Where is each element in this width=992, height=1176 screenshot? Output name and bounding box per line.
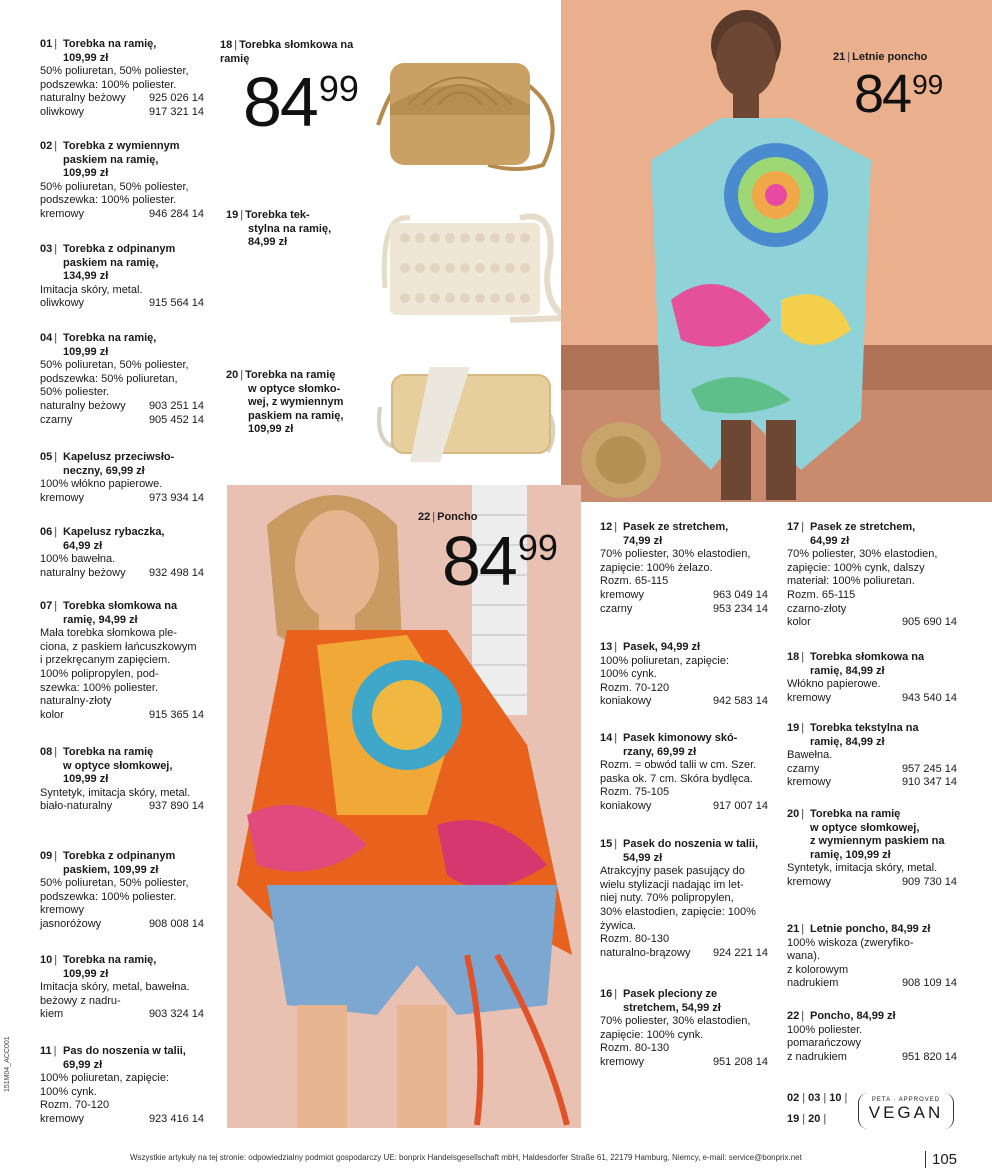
variant-article-number: 908 109 14 [901,977,957,990]
entry-description: Syntetyk, imitacja skóry, metal. [40,786,191,799]
entry-variant-row [787,876,957,890]
entry-number: 11 | [40,1045,60,1072]
entry-variant-row [40,492,204,506]
product-19-caption: 19 | Torebka tek- stylna na ramię, 84,99 zł [226,209,331,250]
straw-optic-bag-image [370,367,565,462]
entry-description: 100% wiskoza (zweryfiko- wana). [787,936,914,963]
variant-article-number: 951 820 14 [901,1050,957,1063]
entry-variant-row [787,776,957,790]
entry-number: 07 | [40,600,60,627]
product-entry-10 [40,954,204,1022]
variant-article-number: 943 540 14 [901,691,957,704]
entry-description: Atrakcyjny pasek pasujący do wielu stylizacji nadając im let- niej nuty. 70% polipropylen, 30% elastodien, zapięcie: 100% żywica. Rozm. 80-130 [600,865,756,946]
variant-article-number: 903 251 14 [148,399,204,412]
variant-article-number: 942 583 14 [712,695,768,708]
entry-title-line: 109,99 zł [63,51,109,64]
entry-variant-row [40,800,204,814]
entry-description: Imitacja skóry, metal, bawełna. [40,981,190,994]
entry-title-line: ramię, 109,99 zł [810,848,891,861]
product-entry-20 [787,808,957,890]
variant-color: naturalny beżowy [40,92,126,105]
product-entry-21 [787,923,957,991]
entry-variant-row [600,695,768,709]
entry-title-line: 69,99 zł [63,1058,103,1071]
entry-variant-row [787,763,957,777]
variant-color: oliwkowy [40,297,85,310]
variant-article-number: 953 234 14 [712,602,768,615]
entry-number: 17 | [787,521,807,548]
entry-title-line: 109,99 zł [63,167,109,180]
entry-title-line: Torebka z odpinanym [63,243,176,255]
entry-title-line: 109,99 zł [63,345,109,358]
variant-color: kremowy jasnoróżowy [40,904,102,930]
variant-color: czarny [600,602,633,615]
entry-title-line: Pasek ze stretchem, [810,521,916,533]
entry-title-line: Torebka na ramię, [63,332,157,344]
entry-title-line: Pasek do noszenia w talii, [623,838,759,850]
product-entry-14 [600,732,768,814]
variant-article-number: 924 221 14 [712,946,768,959]
entry-title-line: 54,99 zł [623,851,663,864]
product-entry-22 [787,1010,957,1064]
entry-title-line: paskiem na ramię, [63,153,159,166]
entry-variant-row [787,964,957,991]
variant-color: kremowy [600,588,645,601]
entry-title-line: Torebka słomkowa na [810,651,925,663]
variant-color: biało-naturalny [40,800,113,813]
entry-title-line: Torebka tekstylna na [810,722,919,734]
footer-legal-note: Wszystkie artykuły na tej stronie: odpowiedzialny podmiot gospodarczy UE: bonprix Handelsgesellschaft mbH, Haldesdorfer Straße 61, 22179 Hamburg, Niemcy, e-mail: service@bonprix.net [130,1153,802,1162]
entry-title-line: Kapelusz przeciwsło- [63,451,175,463]
entry-variant-row [40,106,204,120]
variant-article-number: 908 008 14 [148,917,204,930]
entry-description: 100% bawełna. [40,553,116,566]
product-entry-04 [40,332,204,427]
entry-number: 06 | [40,526,60,553]
entry-description: 100% włókno papierowe. [40,478,163,491]
entry-title-line: 109,99 zł [63,773,109,786]
product-entry-13 [600,641,768,709]
catalog-code: 151M04_ACC001 [4,1036,11,1092]
variant-article-number: 905 452 14 [148,413,204,426]
entry-description: 70% poliester, 30% elastodien, zapięcie: 100% cynk, dalszy materiał: 100% poliuretan. Rozm. 65-115 [787,548,938,601]
entry-variant-row [40,567,204,581]
entry-title-line: ramię, 84,99 zł [810,664,885,677]
product-entry-11 [40,1045,204,1127]
entry-description: 70% poliester, 30% elastodien, zapięcie: 100% żelazo. Rozm. 65-115 [600,548,751,588]
entry-title-line: 64,99 zł [810,534,850,547]
product-entry-06 [40,526,204,580]
entry-number: 01 | [40,38,60,65]
entry-title-line: neczny, 69,99 zł [63,464,145,477]
product-18-caption: 18 | Torebka słomkowa na ramię [220,39,353,66]
textile-bag-image [370,208,570,328]
entry-number: 04 | [40,332,60,359]
entry-title-line: Pasek, 94,99 zł [623,641,701,653]
entry-description: 50% poliuretan, 50% poliester, podszewka: 100% poliester. [40,65,189,91]
product-entry-03 [40,243,204,311]
variant-color: czarny [40,413,73,426]
variant-color: beżowy z nadru- kiem [40,994,121,1021]
entry-title-line: Letnie poncho, 84,99 zł [810,923,931,935]
variant-article-number: 909 730 14 [901,875,957,888]
product-21-price: 8499 [854,64,944,124]
variant-article-number: 923 416 14 [148,1112,204,1125]
product-20-caption: 20 | Torebka na ramię w optyce słomko- wej, z wymiennym paskiem na ramię, 109,99 zł [226,369,343,437]
variant-article-number: 946 284 14 [148,207,204,220]
variant-color: kremowy [40,207,85,220]
entry-title-line: Pasek pleciony ze [623,988,718,1000]
variant-color: naturalno-brązowy [600,946,691,959]
entry-title-line: rzany, 69,99 zł [623,745,697,758]
entry-variant-row [600,589,768,603]
entry-number: 16 | [600,988,620,1015]
variant-article-number: 957 245 14 [901,762,957,775]
entry-description: 50% poliuretan, 50% poliester, podszewka: 50% poliuretan, 50% poliester. [40,359,189,399]
entry-title-line: Torebka na ramię, [63,954,157,966]
variant-color: kremowy [600,1055,645,1068]
entry-variant-row [40,1113,204,1127]
entry-number: 05 | [40,451,60,478]
entry-title-line: z wymiennym paskiem na [810,835,945,848]
entry-description: 100% poliuretan, zapięcie: 100% cynk. Rozm. 70-120 [600,654,730,694]
entry-title-line: Torebka słomkowa na [63,600,178,612]
variant-article-number: 917 321 14 [148,105,204,118]
peta-approved-vegan-logo: PETA · APPROVED VEGAN [858,1093,954,1129]
entry-number: 13 | [600,641,620,655]
entry-title-line: 109,99 zł [63,967,109,980]
entry-variant-row [40,414,204,428]
entry-variant-row [40,995,204,1022]
product-22-caption: 22 | Poncho [418,511,477,525]
entry-variant-row [787,692,957,706]
variant-article-number: 932 498 14 [148,566,204,579]
entry-variant-row [600,603,768,617]
entry-number: 21 | [787,923,807,937]
entry-number: 20 | [787,808,807,862]
entry-number: 19 | [787,722,807,749]
entry-number: 03 | [40,243,60,284]
entry-description: Imitacja skóry, metal. [40,283,143,296]
entry-variant-row [600,947,768,961]
entry-number: 02 | [40,140,60,181]
variant-color: oliwkowy [40,105,85,118]
variant-color: kremowy [787,691,832,704]
variant-color: naturalny-złoty kolor [40,695,112,721]
variant-color: kremowy [40,1112,85,1125]
variant-color: czarny [787,762,820,775]
entry-number: 09 | [40,850,60,877]
variant-color: naturalny beżowy [40,399,126,412]
variant-article-number: 903 324 14 [148,1008,204,1021]
entry-title-line: paskiem, 109,99 zł [63,863,159,876]
entry-title-line: Torebka na ramię [63,746,154,758]
entry-number: 22 | [787,1010,807,1024]
straw-bag-image [368,55,568,175]
variant-article-number: 951 208 14 [712,1055,768,1068]
entry-title-line: Torebka na ramię [810,808,901,820]
product-entry-07 [40,600,204,722]
entry-title-line: 134,99 zł [63,270,109,283]
entry-description: 100% poliuretan, zapięcie: 100% cynk. Rozm. 70-120 [40,1072,170,1112]
entry-description: Mała torebka słomkowa ple- ciona, z paskiem łańcuszkowym i przekręcanym zapięciem. 100% polipropylen, pod- szewka: 100% poliester. [40,627,197,694]
entry-description: 70% poliester, 30% elastodien, zapięcie: 100% cynk. Rozm. 80-130 [600,1015,751,1055]
variant-color: koniakowy [600,799,652,812]
variant-color: pomarańczowy z nadrukiem [787,1037,861,1063]
entry-variant-row [40,400,204,414]
entry-title-line: Torebka na ramię, [63,38,157,50]
entry-title-line: Pasek ze stretchem, [623,521,729,533]
product-entry-16 [600,988,768,1070]
variant-article-number: 915 365 14 [148,708,204,721]
variant-color: z kolorowym nadrukiem [787,963,849,990]
entry-title-line: Kapelusz rybaczka, [63,526,165,538]
entry-number: 10 | [40,954,60,981]
entry-number: 12 | [600,521,620,548]
variant-color: kremowy [787,875,832,888]
variant-article-number: 905 690 14 [901,616,957,629]
product-entry-05 [40,451,204,505]
entry-title-line: paskiem na ramię, [63,256,159,269]
entry-description: 100% poliester. [787,1023,863,1036]
product-18-price: 8499 [243,63,359,141]
entry-title-line: Pasek kimonowy skó- [623,732,738,744]
entry-title-line: Torebka z odpinanym [63,850,176,862]
entry-description: Bawełna. [787,749,833,762]
entry-title-line: ramię, 84,99 zł [810,735,885,748]
product-entry-19 [787,722,957,790]
product-entry-18 [787,651,957,705]
product-entry-08 [40,746,204,814]
entry-variant-row [40,695,204,722]
variant-color: kremowy [787,776,832,789]
entry-variant-row [40,208,204,222]
product-entry-02 [40,140,204,222]
entry-number: 08 | [40,746,60,787]
entry-title-line: w optyce słomkowej, [810,821,920,834]
product-entry-17 [787,521,957,630]
product-21-caption: 21 | Letnie poncho [833,51,927,65]
product-entry-09 [40,850,204,932]
product-22-price: 8499 [442,522,558,600]
variant-article-number: 915 564 14 [148,297,204,310]
entry-title-line: 64,99 zł [63,539,103,552]
variant-article-number: 937 890 14 [148,800,204,813]
variant-article-number: 973 934 14 [148,491,204,504]
product-entry-15 [600,838,768,960]
variant-color: naturalny beżowy [40,566,126,579]
variant-article-number: 917 007 14 [712,799,768,812]
product-entry-12 [600,521,768,616]
entry-variant-row [40,904,204,931]
entry-title-line: Torebka z wymiennym [63,140,180,152]
vegan-article-codes: 02 | 03 | 10 | 19 | 20 | [787,1092,848,1125]
product-entry-01 [40,38,204,120]
entry-variant-row [787,603,957,630]
variant-color: kremowy [40,491,85,504]
entry-title-line: ramię, 94,99 zł [63,613,138,626]
entry-title-line: w optyce słomkowej, [63,759,173,772]
variant-color: czarno-złoty kolor [787,602,847,629]
entry-description: Rozm. = obwód talii w cm. Szer. paska ok. 7 cm. Skóra bydlęca. Rozm. 75-105 [600,759,757,799]
variant-article-number: 910 347 14 [901,776,957,789]
entry-description: Syntetyk, imitacja skóry, metal. [787,862,938,875]
entry-variant-row [600,800,768,814]
variant-article-number: 925 026 14 [148,92,204,105]
entry-title-line: Pas do noszenia w talii, [63,1045,186,1057]
entry-description: Włókno papierowe. [787,678,881,691]
entry-title-line: stretchem, 54,99 zł [623,1001,721,1014]
page-number: 105 [925,1151,957,1168]
entry-number: 14 | [600,732,620,759]
entry-number: 18 | [787,651,807,678]
entry-number: 15 | [600,838,620,865]
entry-title-line: 74,99 zł [623,534,663,547]
variant-article-number: 963 049 14 [712,588,768,601]
entry-variant-row [600,1056,768,1070]
entry-title-line: Poncho, 84,99 zł [810,1010,896,1022]
entry-description: 50% poliuretan, 50% poliester, podszewka: 100% poliester. [40,877,189,903]
entry-description: 50% poliuretan, 50% poliester, podszewka: 100% poliester. [40,180,189,207]
entry-variant-row [40,92,204,106]
variant-color: koniakowy [600,695,652,708]
entry-variant-row [40,297,204,311]
entry-variant-row [787,1037,957,1064]
